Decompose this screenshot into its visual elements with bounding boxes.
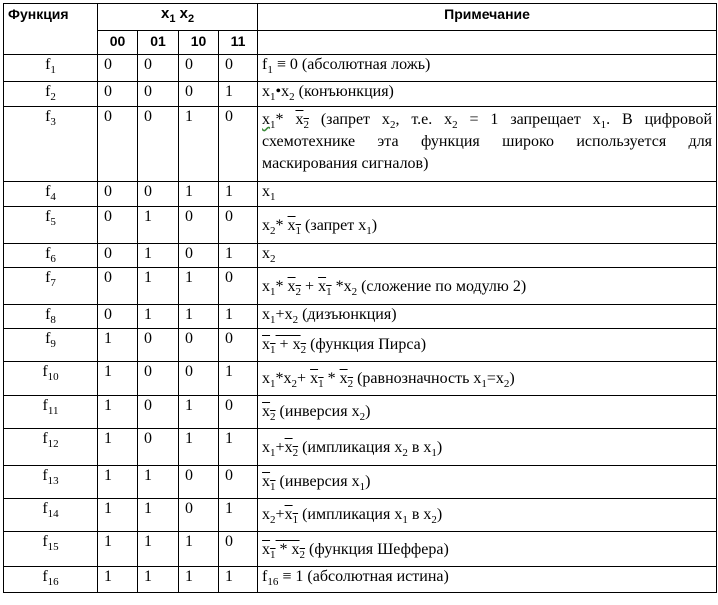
value-cell: 0 (98, 207, 138, 244)
value-cell: 1 (219, 499, 258, 532)
value-cell: 1 (179, 532, 219, 567)
function-name: $f_{13}$ (4, 466, 98, 499)
table-row (4, 567, 717, 593)
value-cell: 0 (179, 207, 219, 244)
table-row (4, 107, 717, 182)
note-cell: $x_1$ (258, 182, 717, 207)
function-name: $f_{15}$ (4, 532, 98, 567)
note-cell: $x_1*$ $\overline{x}_2 + \overline{x}_1$ $*x_2$ (сложение по модулю 2) (258, 268, 717, 305)
function-name: $f_8$ (4, 305, 98, 329)
value-cell: 1 (219, 362, 258, 396)
value-cell: 1 (179, 305, 219, 329)
value-cell: 0 (219, 532, 258, 567)
truth-table (3, 3, 717, 593)
function-name: $f_1$ (4, 55, 98, 82)
value-cell: 1 (179, 429, 219, 466)
value-cell: 0 (219, 396, 258, 429)
value-cell: 1 (138, 499, 179, 532)
header-combo: 00 (98, 31, 138, 55)
value-cell: 0 (219, 329, 258, 362)
value-cell: 1 (98, 396, 138, 429)
value-cell: 0 (98, 55, 138, 82)
value-cell: 1 (138, 305, 179, 329)
value-cell: 0 (98, 182, 138, 207)
note-cell: $\overline{x}_1$ (инверсия $x_1$) (258, 466, 717, 499)
value-cell: 0 (138, 82, 179, 107)
header-variables: $x_1$ $x_2$ (98, 4, 258, 31)
table-row (4, 466, 717, 499)
note-cell: $x_2*$ $\overline{x}_1$ (запрет $x_1$) (258, 207, 717, 244)
value-cell: 0 (138, 362, 179, 396)
value-cell: 0 (179, 55, 219, 82)
value-cell: 1 (98, 466, 138, 499)
note-cell: $x_1 + x_2$ (функция Пирса) (258, 329, 717, 362)
table-row (4, 182, 717, 207)
function-name: $f_{14}$ (4, 499, 98, 532)
value-cell: 0 (98, 268, 138, 305)
note-cell: $f_{16} \equiv 1$ (абсолютная истина) (258, 567, 717, 593)
value-cell: 1 (179, 107, 219, 182)
table-row (4, 268, 717, 305)
value-cell: 0 (179, 329, 219, 362)
value-cell: 0 (98, 107, 138, 182)
value-cell: 1 (219, 305, 258, 329)
note-cell: $x_1 * x_2$ (функция Шеффера) (258, 532, 717, 567)
value-cell: 1 (219, 244, 258, 268)
value-cell: 0 (179, 499, 219, 532)
function-name: $f_{11}$ (4, 396, 98, 429)
value-cell: 1 (179, 396, 219, 429)
header-function: Функция (4, 4, 98, 55)
value-cell: 0 (138, 55, 179, 82)
note-cell: $x_1*x_2+ \overline{x}_1 * \overline{x}_2$ (равнозначность $x_1=x_2$) (258, 362, 717, 396)
table-row (4, 362, 717, 396)
table-row (4, 532, 717, 567)
value-cell: 0 (179, 362, 219, 396)
value-cell: 0 (138, 107, 179, 182)
table-row (4, 429, 717, 466)
function-name: $f_9$ (4, 329, 98, 362)
value-cell: 0 (219, 207, 258, 244)
header-combo: 01 (138, 31, 179, 55)
note-cell: $x_1*$ $\overline{x}_2$ (запрет $x_2$, т.е. $x_2 = 1$ запрещает $x_1$. В цифровой схемотехнике эта функция широко используется для маскирования сигналов) (258, 107, 717, 182)
value-cell: 1 (98, 329, 138, 362)
header-note: Примечание (258, 4, 717, 31)
value-cell: 1 (179, 567, 219, 593)
value-cell: 1 (219, 82, 258, 107)
value-cell: 1 (219, 182, 258, 207)
value-cell: 0 (219, 268, 258, 305)
value-cell: 1 (219, 429, 258, 466)
table-row (4, 329, 717, 362)
function-name: $f_2$ (4, 82, 98, 107)
value-cell: 0 (219, 55, 258, 82)
note-cell: $x_2$ (258, 244, 717, 268)
value-cell: 1 (219, 567, 258, 593)
value-cell: 1 (98, 567, 138, 593)
header-note-blank (258, 31, 717, 55)
value-cell: 1 (98, 499, 138, 532)
value-cell: 1 (138, 466, 179, 499)
value-cell: 0 (138, 429, 179, 466)
function-name: $f_4$ (4, 182, 98, 207)
header-combo: 10 (179, 31, 219, 55)
value-cell: 0 (138, 329, 179, 362)
table-row (4, 55, 717, 82)
function-name: $f_7$ (4, 268, 98, 305)
function-name: $f_6$ (4, 244, 98, 268)
table-row (4, 396, 717, 429)
function-name: $f_{12}$ (4, 429, 98, 466)
note-cell: $x_1+x_2$ (дизъюнкция) (258, 305, 717, 329)
value-cell: 0 (219, 466, 258, 499)
value-cell: 0 (98, 244, 138, 268)
note-cell: $x_2+\overline{x}_1$ (импликация $x_1$ в $x_2$) (258, 499, 717, 532)
table-row (4, 244, 717, 268)
note-cell: $f_1 \equiv 0$ (абсолютная ложь) (258, 55, 717, 82)
header-combo: 11 (219, 31, 258, 55)
value-cell: 1 (98, 362, 138, 396)
formula-term: $x_1$ (262, 111, 276, 132)
value-cell: 1 (138, 207, 179, 244)
function-name: $f_5$ (4, 207, 98, 244)
value-cell: 1 (138, 567, 179, 593)
value-cell: 0 (219, 107, 258, 182)
value-cell: 1 (138, 532, 179, 567)
function-name: $f_{16}$ (4, 567, 98, 593)
note-cell: $\overline{x}_2$ (инверсия $x_2$) (258, 396, 717, 429)
value-cell: 1 (98, 429, 138, 466)
note-cell: $x_1+\overline{x}_2$ (импликация $x_2$ в $x_1$) (258, 429, 717, 466)
table-row (4, 82, 717, 107)
table-row (4, 207, 717, 244)
value-cell: 1 (179, 268, 219, 305)
table-row (4, 499, 717, 532)
value-cell: 1 (98, 532, 138, 567)
value-cell: 0 (179, 466, 219, 499)
value-cell: 0 (98, 82, 138, 107)
function-name: $f_3$ (4, 107, 98, 182)
value-cell: 0 (138, 182, 179, 207)
note-cell: $x_1•x_2$ (конъюнкция) (258, 82, 717, 107)
table-row (4, 305, 717, 329)
value-cell: 0 (98, 305, 138, 329)
value-cell: 0 (179, 244, 219, 268)
value-cell: 1 (138, 268, 179, 305)
value-cell: 0 (179, 82, 219, 107)
value-cell: 0 (138, 396, 179, 429)
value-cell: 1 (179, 182, 219, 207)
function-name: $f_{10}$ (4, 362, 98, 396)
value-cell: 1 (138, 244, 179, 268)
